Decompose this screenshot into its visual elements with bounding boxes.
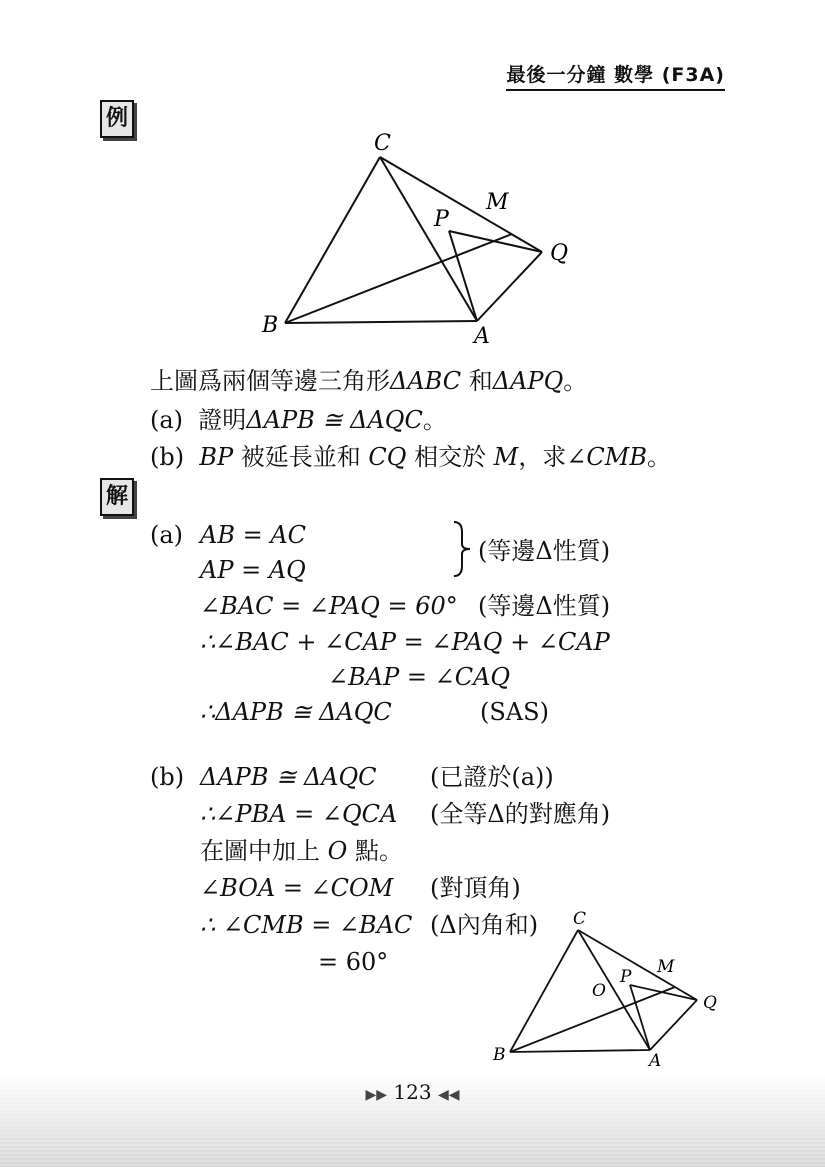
- sol-b-line2-reason: (全等Δ的對應角): [430, 800, 611, 828]
- label2-A: A: [649, 1051, 662, 1071]
- example-label: 例: [100, 100, 134, 138]
- segment2-AQ: [650, 1000, 697, 1050]
- sol-b-line4-reason: (對頂角): [430, 874, 521, 902]
- sol-a-label: (a): [150, 521, 184, 549]
- page-number-row: [0, 1080, 825, 1104]
- solution-label: 解: [100, 478, 134, 516]
- label2-B: B: [493, 1045, 506, 1065]
- segment-BA: [285, 321, 477, 323]
- segment-AQ: [477, 252, 542, 321]
- sol-b-line4: ∠BOA = ∠COM: [200, 874, 394, 902]
- header-title: 最後一分鐘 數學 (F3A): [506, 60, 725, 91]
- sol-b-line5-reason: (Δ內角和): [430, 911, 539, 939]
- sol-b-label: (b): [150, 763, 185, 791]
- label-C: C: [374, 131, 391, 156]
- figure-2: [485, 900, 735, 1075]
- question-intro: 上圖爲兩個等邊三角形ΔABC 和ΔAPQ。: [150, 367, 588, 395]
- label2-M: M: [657, 957, 675, 977]
- sol-b-line1-reason: (已證於(a)): [430, 763, 554, 791]
- segment-CA: [380, 157, 477, 321]
- page-number: 123: [393, 1080, 432, 1104]
- sol-b-line3: 在圖中加上 O 點。: [200, 837, 403, 865]
- label-A: A: [474, 324, 490, 349]
- label-Q: Q: [550, 241, 569, 266]
- question-b: (b) BP 被延長並和 CQ 相交於 M，求∠CMB。: [150, 443, 671, 471]
- segment-CQ: [380, 157, 542, 252]
- segment2-PQ: [630, 985, 697, 1000]
- figure-1-lines: [285, 157, 542, 323]
- page-right-arrows-icon: ◀◀: [437, 1087, 460, 1103]
- sol-a-brace-reason: (等邊Δ性質): [478, 537, 611, 565]
- brace-icon: [452, 520, 472, 578]
- page-left-arrows-icon: ▶▶: [365, 1087, 388, 1103]
- segment2-AP: [630, 985, 650, 1050]
- sol-b-line6: = 60°: [318, 948, 389, 976]
- question-a: (a) 證明ΔAPB ≅ ΔAQC。: [150, 406, 447, 434]
- segment-PQ: [449, 231, 542, 252]
- label-P: P: [434, 207, 449, 232]
- label-B: B: [262, 313, 279, 338]
- label2-C: C: [573, 909, 587, 929]
- label2-Q: Q: [703, 993, 717, 1013]
- sol-a-line6-reason: (SAS): [480, 698, 549, 726]
- sol-a-line2: AP = AQ: [200, 556, 306, 584]
- sol-b-line2: ∴∠PBA = ∠QCA: [200, 800, 398, 828]
- sol-a-line6: ∴ΔAPB ≅ ΔAQC: [200, 698, 392, 726]
- segment2-CA: [578, 930, 650, 1050]
- segment2-BA: [510, 1050, 650, 1052]
- sol-b-line1: ΔAPB ≅ ΔAQC: [200, 763, 377, 791]
- sol-a-line1: AB = AC: [200, 521, 307, 549]
- segment2-BC: [510, 930, 578, 1052]
- segment-BC: [285, 157, 380, 323]
- label2-P: P: [620, 967, 632, 987]
- figure-1: [250, 120, 580, 350]
- sol-a-line3-reason: (等邊Δ性質): [478, 592, 611, 620]
- segment-AP: [449, 231, 477, 321]
- segment-BM: [285, 234, 512, 323]
- sol-a-line5: ∠BAP = ∠CAQ: [328, 663, 511, 691]
- sol-a-line3: ∠BAC = ∠PAQ = 60°: [200, 592, 458, 620]
- sol-b-line5: ∴ ∠CMB = ∠BAC: [200, 911, 413, 939]
- sol-a-line4: ∴∠BAC + ∠CAP = ∠PAQ + ∠CAP: [200, 628, 610, 656]
- label-M: M: [486, 190, 509, 215]
- label2-O: O: [592, 981, 606, 1001]
